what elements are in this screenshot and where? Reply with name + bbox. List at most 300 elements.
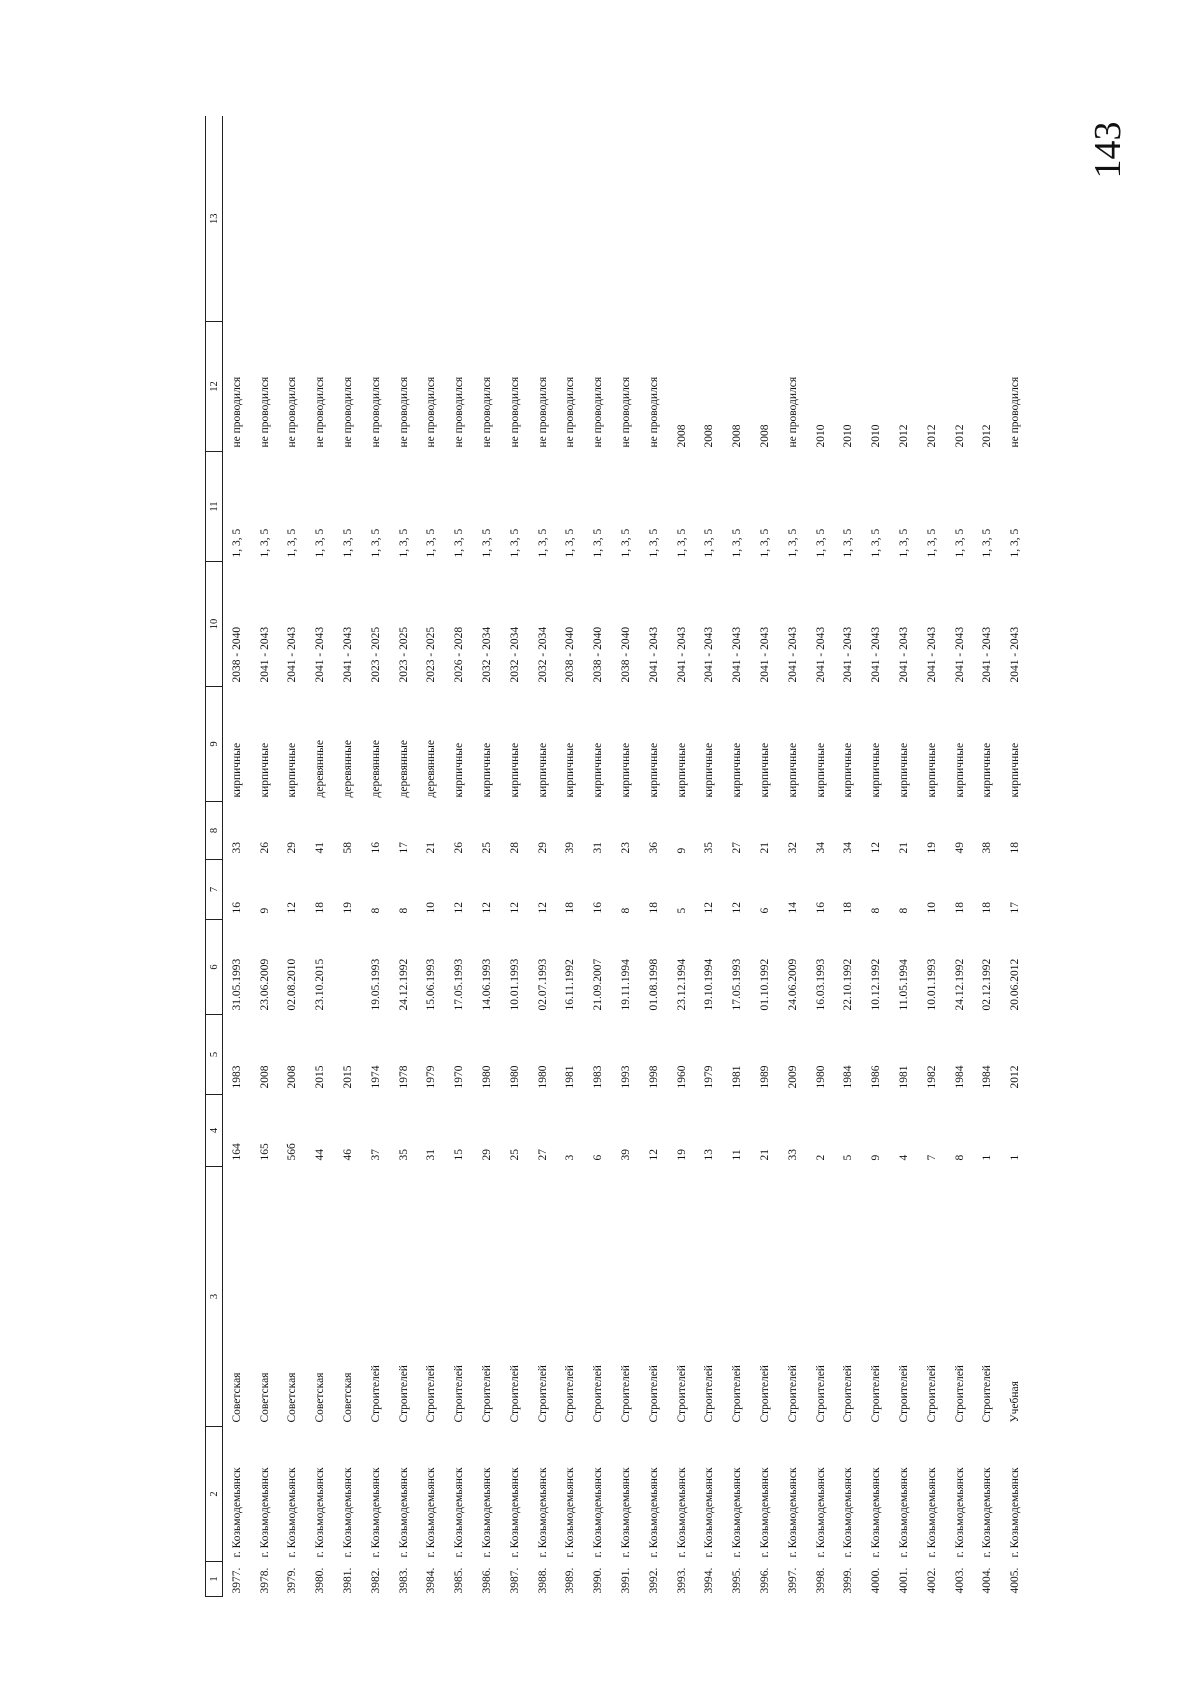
cell-street: Строителей bbox=[759, 1365, 772, 1423]
cell-house-number: 3 bbox=[564, 1154, 577, 1161]
cell-street: Строителей bbox=[925, 1365, 938, 1423]
cell-house-number: 9 bbox=[870, 1154, 883, 1161]
cell-repair-period: 2041 - 2043 bbox=[898, 626, 911, 683]
cell-construction-year: 2008 bbox=[286, 1065, 299, 1089]
cell-residents-count: 36 bbox=[647, 842, 660, 854]
cell-wall-material: кирпичные bbox=[453, 742, 466, 798]
cell-street: Строителей bbox=[620, 1365, 633, 1423]
cell-house-number: 2 bbox=[814, 1154, 827, 1161]
cell-repair-period: 2032 - 2034 bbox=[481, 626, 494, 683]
cell-residents-count: 32 bbox=[786, 842, 799, 854]
cell-wall-material: кирпичные bbox=[731, 742, 744, 798]
table-row bbox=[751, 117, 779, 1597]
cell-apartments-count: 12 bbox=[453, 902, 466, 914]
column-header-3: 3 bbox=[206, 1167, 223, 1427]
cell-last-repair: 2008 bbox=[675, 424, 688, 448]
cell-house-number: 29 bbox=[481, 1149, 494, 1161]
cell-house-number: 27 bbox=[536, 1149, 549, 1161]
cell-note bbox=[807, 117, 835, 322]
cell-construction-year: 2012 bbox=[1009, 1065, 1022, 1089]
cell-repair-period: 2041 - 2043 bbox=[703, 626, 716, 683]
cell-repair-types: 1, 3, 5 bbox=[508, 528, 521, 558]
cell-row-number: 3984. bbox=[425, 1567, 438, 1594]
cell-apartments-count: 10 bbox=[425, 902, 438, 914]
cell-apartments-count: 16 bbox=[814, 902, 827, 914]
cell-note bbox=[779, 117, 807, 322]
cell-record-date: 01.08.1998 bbox=[647, 958, 660, 1011]
table-row bbox=[640, 117, 668, 1597]
cell-locality: г. Козьмодемьянск bbox=[953, 1467, 966, 1558]
cell-record-date: 20.06.2012 bbox=[1009, 958, 1022, 1011]
cell-row-number: 3980. bbox=[314, 1567, 327, 1594]
cell-repair-period: 2041 - 2043 bbox=[759, 626, 772, 683]
cell-residents-count: 9 bbox=[675, 847, 688, 854]
column-header-1: 1 bbox=[206, 1562, 223, 1597]
cell-wall-material: деревянные bbox=[342, 739, 355, 798]
cell-row-number: 3979. bbox=[286, 1567, 299, 1594]
cell-last-repair: не проводился bbox=[397, 376, 410, 448]
cell-last-repair: не проводился bbox=[230, 376, 243, 448]
cell-record-date: 14.06.1993 bbox=[481, 958, 494, 1011]
cell-last-repair: не проводился bbox=[425, 376, 438, 448]
cell-row-number: 3977. bbox=[230, 1567, 243, 1594]
cell-last-repair: 2008 bbox=[703, 424, 716, 448]
cell-locality: г. Козьмодемьянск bbox=[564, 1467, 577, 1558]
cell-last-repair: не проводился bbox=[536, 376, 549, 448]
table-row bbox=[696, 117, 724, 1597]
table-row bbox=[334, 117, 362, 1597]
cell-note bbox=[306, 117, 334, 322]
cell-wall-material: кирпичные bbox=[286, 742, 299, 798]
cell-apartments-count: 12 bbox=[731, 902, 744, 914]
table-row bbox=[445, 117, 473, 1597]
cell-apartments-count: 12 bbox=[508, 902, 521, 914]
table-row bbox=[418, 117, 446, 1597]
cell-repair-period: 2041 - 2043 bbox=[981, 626, 994, 683]
cell-wall-material: кирпичные bbox=[870, 742, 883, 798]
cell-repair-types: 1, 3, 5 bbox=[397, 528, 410, 558]
cell-house-number: 33 bbox=[786, 1149, 799, 1161]
cell-repair-types: 1, 3, 5 bbox=[953, 528, 966, 558]
cell-repair-types: 1, 3, 5 bbox=[898, 528, 911, 558]
cell-repair-types: 1, 3, 5 bbox=[620, 528, 633, 558]
cell-note bbox=[334, 117, 362, 322]
cell-note bbox=[723, 117, 751, 322]
cell-apartments-count: 9 bbox=[258, 907, 271, 914]
column-header-5: 5 bbox=[206, 1015, 223, 1095]
cell-residents-count: 39 bbox=[564, 842, 577, 854]
table-row bbox=[390, 117, 418, 1597]
table-row bbox=[473, 117, 501, 1597]
cell-house-number: 46 bbox=[342, 1149, 355, 1161]
cell-apartments-count: 16 bbox=[230, 902, 243, 914]
cell-row-number: 4000. bbox=[870, 1567, 883, 1594]
table-row bbox=[223, 117, 251, 1597]
cell-repair-period: 2023 - 2025 bbox=[425, 626, 438, 683]
cell-repair-types: 1, 3, 5 bbox=[230, 528, 243, 558]
cell-note bbox=[223, 117, 251, 322]
cell-last-repair: 2012 bbox=[981, 424, 994, 448]
cell-street: Советская bbox=[230, 1372, 243, 1423]
cell-wall-material: кирпичные bbox=[564, 742, 577, 798]
cell-last-repair: не проводился bbox=[481, 376, 494, 448]
cell-wall-material: кирпичные bbox=[703, 742, 716, 798]
cell-apartments-count: 14 bbox=[786, 902, 799, 914]
cell-wall-material: кирпичные bbox=[620, 742, 633, 798]
cell-repair-types: 1, 3, 5 bbox=[1009, 528, 1022, 558]
cell-repair-period: 2032 - 2034 bbox=[508, 626, 521, 683]
cell-repair-types: 1, 3, 5 bbox=[425, 528, 438, 558]
cell-locality: г. Козьмодемьянск bbox=[703, 1467, 716, 1558]
cell-last-repair: не проводился bbox=[286, 376, 299, 448]
cell-residents-count: 21 bbox=[425, 842, 438, 854]
cell-house-number: 21 bbox=[759, 1149, 772, 1161]
cell-street: Советская bbox=[258, 1372, 271, 1423]
cell-house-number: 19 bbox=[675, 1149, 688, 1161]
cell-note bbox=[835, 117, 863, 322]
cell-note bbox=[751, 117, 779, 322]
cell-repair-period: 2041 - 2043 bbox=[314, 626, 327, 683]
column-header-10: 10 bbox=[206, 562, 223, 687]
column-header-7: 7 bbox=[206, 860, 223, 920]
column-header-11: 11 bbox=[206, 452, 223, 562]
column-header-2: 2 bbox=[206, 1427, 223, 1562]
cell-last-repair: 2008 bbox=[731, 424, 744, 448]
cell-residents-count: 23 bbox=[620, 842, 633, 854]
cell-last-repair: не проводился bbox=[592, 376, 605, 448]
cell-locality: г. Козьмодемьянск bbox=[842, 1467, 855, 1558]
cell-street: Строителей bbox=[731, 1365, 744, 1423]
cell-apartments-count: 16 bbox=[592, 902, 605, 914]
cell-repair-types: 1, 3, 5 bbox=[258, 528, 271, 558]
cell-wall-material: деревянные bbox=[397, 739, 410, 798]
cell-locality: г. Козьмодемьянск bbox=[870, 1467, 883, 1558]
cell-street: Строителей bbox=[453, 1365, 466, 1423]
cell-apartments-count: 17 bbox=[1009, 902, 1022, 914]
cell-locality: г. Козьмодемьянск bbox=[925, 1467, 938, 1558]
cell-note bbox=[501, 117, 529, 322]
cell-record-date: 02.07.1993 bbox=[536, 958, 549, 1011]
cell-street: Строителей bbox=[647, 1365, 660, 1423]
cell-note bbox=[946, 117, 974, 322]
cell-construction-year: 1960 bbox=[675, 1065, 688, 1089]
cell-last-repair: 2012 bbox=[953, 424, 966, 448]
cell-house-number: 1 bbox=[981, 1154, 994, 1161]
cell-construction-year: 2015 bbox=[314, 1065, 327, 1089]
cell-note bbox=[974, 117, 1002, 322]
cell-repair-period: 2038 - 2040 bbox=[564, 626, 577, 683]
cell-record-date: 21.09.2007 bbox=[592, 958, 605, 1011]
cell-note bbox=[696, 117, 724, 322]
cell-record-date: 17.05.1993 bbox=[731, 958, 744, 1011]
cell-apartments-count: 10 bbox=[925, 902, 938, 914]
cell-record-date: 23.10.2015 bbox=[314, 958, 327, 1011]
cell-wall-material: деревянные bbox=[425, 739, 438, 798]
cell-apartments-count: 8 bbox=[620, 907, 633, 914]
table-row bbox=[529, 117, 557, 1597]
cell-record-date: 23.12.1994 bbox=[675, 958, 688, 1011]
cell-row-number: 3991. bbox=[620, 1567, 633, 1594]
cell-repair-types: 1, 3, 5 bbox=[369, 528, 382, 558]
table-row bbox=[862, 117, 890, 1597]
cell-note bbox=[668, 117, 696, 322]
cell-record-date: 24.12.1992 bbox=[953, 958, 966, 1011]
cell-locality: г. Козьмодемьянск bbox=[508, 1467, 521, 1558]
cell-residents-count: 49 bbox=[953, 842, 966, 854]
cell-locality: г. Козьмодемьянск bbox=[342, 1467, 355, 1558]
cell-house-number: 12 bbox=[647, 1149, 660, 1161]
cell-residents-count: 26 bbox=[258, 842, 271, 854]
column-header-12: 12 bbox=[206, 322, 223, 452]
cell-repair-period: 2041 - 2043 bbox=[925, 626, 938, 683]
cell-construction-year: 1980 bbox=[814, 1065, 827, 1089]
cell-row-number: 4001. bbox=[898, 1567, 911, 1594]
cell-street: Строителей bbox=[675, 1365, 688, 1423]
cell-row-number: 4002. bbox=[925, 1567, 938, 1594]
cell-repair-period: 2041 - 2043 bbox=[647, 626, 660, 683]
cell-street: Советская bbox=[286, 1372, 299, 1423]
cell-record-date: 16.03.1993 bbox=[814, 958, 827, 1011]
cell-locality: г. Козьмодемьянск bbox=[397, 1467, 410, 1558]
cell-construction-year: 1981 bbox=[731, 1065, 744, 1089]
cell-wall-material: кирпичные bbox=[814, 742, 827, 798]
cell-row-number: 3978. bbox=[258, 1567, 271, 1594]
cell-wall-material: кирпичные bbox=[925, 742, 938, 798]
cell-record-date: 10.01.1993 bbox=[925, 958, 938, 1011]
cell-record-date: 24.12.1992 bbox=[397, 958, 410, 1011]
cell-row-number: 3982. bbox=[369, 1567, 382, 1594]
cell-locality: г. Козьмодемьянск bbox=[675, 1467, 688, 1558]
cell-apartments-count: 12 bbox=[536, 902, 549, 914]
cell-repair-period: 2041 - 2043 bbox=[870, 626, 883, 683]
cell-house-number: 7 bbox=[925, 1154, 938, 1161]
cell-street: Строителей bbox=[870, 1365, 883, 1423]
cell-note bbox=[1001, 117, 1029, 322]
cell-last-repair: 2010 bbox=[842, 424, 855, 448]
table-row bbox=[890, 117, 918, 1597]
cell-construction-year: 1984 bbox=[953, 1065, 966, 1089]
cell-residents-count: 17 bbox=[397, 842, 410, 854]
cell-record-date: 22.10.1992 bbox=[842, 958, 855, 1011]
cell-residents-count: 29 bbox=[536, 842, 549, 854]
cell-construction-year: 1984 bbox=[842, 1065, 855, 1089]
cell-row-number: 3983. bbox=[397, 1567, 410, 1594]
cell-repair-types: 1, 3, 5 bbox=[731, 528, 744, 558]
cell-note bbox=[279, 117, 307, 322]
cell-row-number: 3985. bbox=[453, 1567, 466, 1594]
cell-repair-period: 2032 - 2034 bbox=[536, 626, 549, 683]
cell-street: Строителей bbox=[369, 1365, 382, 1423]
cell-apartments-count: 18 bbox=[953, 902, 966, 914]
cell-house-number: 11 bbox=[731, 1149, 744, 1161]
cell-street: Строителей bbox=[536, 1365, 549, 1423]
cell-last-repair: не проводился bbox=[786, 376, 799, 448]
cell-residents-count: 18 bbox=[1009, 842, 1022, 854]
cell-row-number: 3994. bbox=[703, 1567, 716, 1594]
cell-record-date: 31.05.1993 bbox=[230, 958, 243, 1011]
cell-construction-year: 1984 bbox=[981, 1065, 994, 1089]
cell-row-number: 3999. bbox=[842, 1567, 855, 1594]
cell-repair-types: 1, 3, 5 bbox=[786, 528, 799, 558]
table-row bbox=[974, 117, 1002, 1597]
cell-record-date: 19.10.1994 bbox=[703, 958, 716, 1011]
column-header-9: 9 bbox=[206, 687, 223, 802]
cell-house-number: 39 bbox=[620, 1149, 633, 1161]
cell-apartments-count: 12 bbox=[703, 902, 716, 914]
table-row bbox=[612, 117, 640, 1597]
cell-row-number: 3990. bbox=[592, 1567, 605, 1594]
cell-repair-types: 1, 3, 5 bbox=[342, 528, 355, 558]
cell-wall-material: кирпичные bbox=[759, 742, 772, 798]
cell-construction-year: 2009 bbox=[786, 1065, 799, 1089]
cell-house-number: 35 bbox=[397, 1149, 410, 1161]
cell-last-repair: не проводился bbox=[620, 376, 633, 448]
cell-locality: г. Козьмодемьянск bbox=[369, 1467, 382, 1558]
cell-last-repair: не проводился bbox=[342, 376, 355, 448]
cell-house-number: 13 bbox=[703, 1149, 716, 1161]
register-table-rotated bbox=[205, 117, 1200, 1597]
cell-last-repair: не проводился bbox=[453, 376, 466, 448]
cell-repair-period: 2041 - 2043 bbox=[786, 626, 799, 683]
cell-repair-period: 2038 - 2040 bbox=[592, 626, 605, 683]
cell-residents-count: 25 bbox=[481, 842, 494, 854]
cell-row-number: 3995. bbox=[731, 1567, 744, 1594]
cell-wall-material: кирпичные bbox=[842, 742, 855, 798]
cell-apartments-count: 19 bbox=[342, 902, 355, 914]
cell-row-number: 4003. bbox=[953, 1567, 966, 1594]
cell-wall-material: кирпичные bbox=[481, 742, 494, 798]
cell-street: Строителей bbox=[898, 1365, 911, 1423]
cell-repair-period: 2041 - 2043 bbox=[1009, 626, 1022, 683]
cell-apartments-count: 12 bbox=[481, 902, 494, 914]
cell-note bbox=[862, 117, 890, 322]
cell-construction-year: 1989 bbox=[759, 1065, 772, 1089]
cell-last-repair: не проводился bbox=[369, 376, 382, 448]
cell-row-number: 3989. bbox=[564, 1567, 577, 1594]
cell-house-number: 164 bbox=[230, 1143, 243, 1161]
cell-note bbox=[890, 117, 918, 322]
cell-note bbox=[251, 117, 279, 322]
cell-record-date: 23.06.2009 bbox=[258, 958, 271, 1011]
cell-apartments-count: 12 bbox=[286, 902, 299, 914]
cell-wall-material: кирпичные bbox=[536, 742, 549, 798]
cell-construction-year: 1978 bbox=[397, 1065, 410, 1089]
cell-street: Строителей bbox=[842, 1365, 855, 1423]
cell-last-repair: 2010 bbox=[814, 424, 827, 448]
cell-wall-material: кирпичные bbox=[953, 742, 966, 798]
cell-note bbox=[918, 117, 946, 322]
cell-note bbox=[584, 117, 612, 322]
cell-repair-types: 1, 3, 5 bbox=[481, 528, 494, 558]
cell-repair-types: 1, 3, 5 bbox=[759, 528, 772, 558]
cell-residents-count: 27 bbox=[731, 842, 744, 854]
cell-construction-year: 1970 bbox=[453, 1065, 466, 1089]
cell-record-date: 10.12.1992 bbox=[870, 958, 883, 1011]
cell-locality: г. Козьмодемьянск bbox=[536, 1467, 549, 1558]
cell-record-date: 24.06.2009 bbox=[786, 958, 799, 1011]
cell-residents-count: 31 bbox=[592, 842, 605, 854]
table-row bbox=[918, 117, 946, 1597]
cell-apartments-count: 18 bbox=[314, 902, 327, 914]
cell-wall-material: кирпичные bbox=[508, 742, 521, 798]
cell-residents-count: 35 bbox=[703, 842, 716, 854]
cell-locality: г. Козьмодемьянск bbox=[286, 1467, 299, 1558]
cell-apartments-count: 18 bbox=[842, 902, 855, 914]
cell-house-number: 15 bbox=[453, 1149, 466, 1161]
cell-street: Строителей bbox=[953, 1365, 966, 1423]
cell-house-number: 5 bbox=[842, 1154, 855, 1161]
cell-house-number: 165 bbox=[258, 1143, 271, 1161]
cell-repair-period: 2041 - 2043 bbox=[286, 626, 299, 683]
cell-construction-year: 1979 bbox=[425, 1065, 438, 1089]
cell-row-number: 4005. bbox=[1009, 1567, 1022, 1594]
cell-construction-year: 1979 bbox=[703, 1065, 716, 1089]
cell-record-date: 19.05.1993 bbox=[369, 958, 382, 1011]
cell-note bbox=[557, 117, 585, 322]
cell-record-date: 17.05.1993 bbox=[453, 958, 466, 1011]
cell-house-number: 31 bbox=[425, 1149, 438, 1161]
cell-construction-year: 1998 bbox=[647, 1065, 660, 1089]
cell-record-date: 10.01.1993 bbox=[508, 958, 521, 1011]
column-number-header bbox=[206, 117, 223, 1597]
cell-repair-types: 1, 3, 5 bbox=[703, 528, 716, 558]
cell-last-repair: не проводился bbox=[564, 376, 577, 448]
cell-construction-year: 1980 bbox=[536, 1065, 549, 1089]
cell-repair-types: 1, 3, 5 bbox=[925, 528, 938, 558]
cell-repair-period: 2041 - 2043 bbox=[842, 626, 855, 683]
cell-construction-year: 1980 bbox=[508, 1065, 521, 1089]
table-row bbox=[723, 117, 751, 1597]
cell-locality: г. Козьмодемьянск bbox=[314, 1467, 327, 1558]
cell-locality: г. Козьмодемьянск bbox=[814, 1467, 827, 1558]
cell-residents-count: 26 bbox=[453, 842, 466, 854]
cell-row-number: 3997. bbox=[786, 1567, 799, 1594]
cell-house-number: 4 bbox=[898, 1154, 911, 1161]
cell-locality: г. Козьмодемьянск bbox=[898, 1467, 911, 1558]
cell-locality: г. Козьмодемьянск bbox=[592, 1467, 605, 1558]
cell-record-date: 16.11.1992 bbox=[564, 959, 577, 1011]
cell-residents-count: 34 bbox=[842, 842, 855, 854]
cell-construction-year: 1983 bbox=[230, 1065, 243, 1089]
cell-row-number: 3998. bbox=[814, 1567, 827, 1594]
cell-repair-types: 1, 3, 5 bbox=[536, 528, 549, 558]
cell-residents-count: 29 bbox=[286, 842, 299, 854]
cell-construction-year: 1993 bbox=[620, 1065, 633, 1089]
column-header-6: 6 bbox=[206, 920, 223, 1015]
cell-apartments-count: 18 bbox=[564, 902, 577, 914]
cell-wall-material: кирпичные bbox=[258, 742, 271, 798]
table-row bbox=[362, 117, 390, 1597]
cell-apartments-count: 8 bbox=[870, 907, 883, 914]
cell-locality: г. Козьмодемьянск bbox=[1009, 1467, 1022, 1558]
cell-record-date: 19.11.1994 bbox=[620, 959, 633, 1011]
cell-street: Строителей bbox=[786, 1365, 799, 1423]
cell-repair-types: 1, 3, 5 bbox=[647, 528, 660, 558]
cell-locality: г. Козьмодемьянск bbox=[620, 1467, 633, 1558]
cell-last-repair: не проводился bbox=[314, 376, 327, 448]
table-row bbox=[779, 117, 807, 1597]
cell-last-repair: не проводился bbox=[1009, 376, 1022, 448]
cell-row-number: 3986. bbox=[481, 1567, 494, 1594]
cell-repair-types: 1, 3, 5 bbox=[314, 528, 327, 558]
cell-locality: г. Козьмодемьянск bbox=[981, 1467, 994, 1558]
register-table bbox=[205, 117, 1029, 1598]
cell-locality: г. Козьмодемьянск bbox=[731, 1467, 744, 1558]
cell-repair-period: 2023 - 2025 bbox=[397, 626, 410, 683]
cell-house-number: 6 bbox=[592, 1154, 605, 1161]
cell-residents-count: 16 bbox=[369, 842, 382, 854]
cell-apartments-count: 8 bbox=[369, 907, 382, 914]
